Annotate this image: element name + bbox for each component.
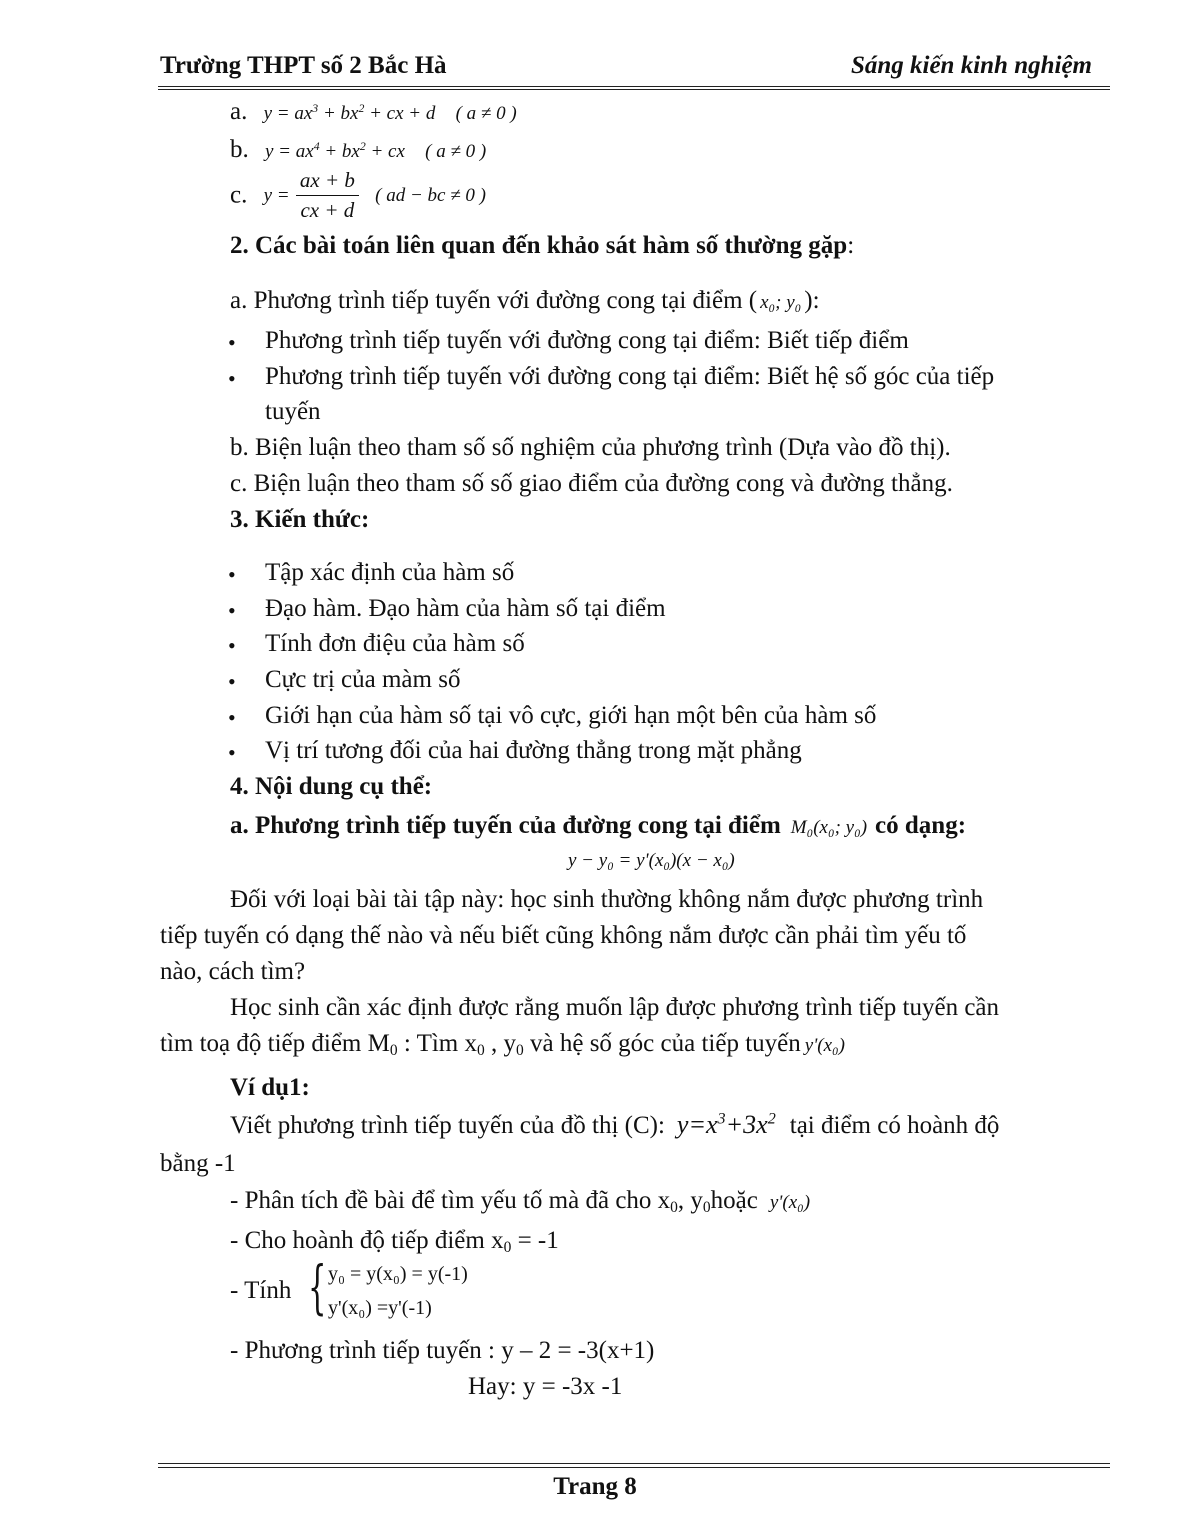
section4-heading: 4. Nội dung cụ thể:: [230, 773, 433, 800]
example-heading: Ví dụ1:: [230, 1074, 310, 1101]
tangent-formula: y − y₀ = y'(x₀)(x − x₀): [568, 850, 735, 871]
header-rule-double: [158, 89, 1110, 90]
bullet-icon: •: [228, 669, 236, 694]
form-a: [230, 98, 517, 126]
system-line-2: y'(x₀) =y'(-1): [328, 1297, 432, 1319]
page-number: Trang 8: [553, 1473, 637, 1500]
section3-bullet-1: Tập xác định của hàm số: [265, 559, 515, 586]
bullet-icon: •: [228, 366, 236, 391]
system-line-1: y₀ = y(x₀) = y(-1): [328, 1263, 468, 1285]
bullet-icon: •: [228, 562, 236, 587]
section3-bullet-5: Giới hạn của hàm số tại vô cực, giới hạn một bên của hàm số: [265, 702, 877, 729]
form-b-label: b.: [230, 136, 249, 163]
section2-bullet-2: Phương trình tiếp tuyến với đường cong tại điểm: Biết hệ số góc của tiếp: [265, 363, 995, 390]
example-task: Viết phương trình tiếp tuyến của đồ thị (C): $y=x^3+3x^2$ tại điểm có hoành độ: [230, 1110, 1000, 1139]
para1-line2: tiếp tuyến có dạng thế nào và nếu biết cũng không nắm được cần phải tìm yếu tố: [160, 922, 967, 949]
form-a-expr: $y = ax^3 + bx^2$ + cx + d: [263, 101, 436, 124]
bullet-icon: •: [228, 598, 236, 623]
section2-item-a: a. Phương trình tiếp tuyến với đường cong tại điểm ( x₀; y₀ ):: [230, 287, 820, 314]
section2-heading: 2. Các bài toán liên quan đến khảo sát hàm số thường gặp:: [230, 232, 855, 259]
example-step1: - Phân tích đề bài để tìm yếu tố mà đã cho $x_0$, $y_0hoặc$ y'(x₀): [230, 1187, 811, 1216]
form-b-expr: $y = ax^4 + bx^2$ + cx: [265, 139, 405, 162]
footer-rule-double: [158, 1467, 1110, 1468]
section3-bullet-3: Tính đơn điệu của hàm số: [265, 630, 525, 657]
section2-bullet-1: Phương trình tiếp tuyến với đường cong tại điểm: Biết tiếp điểm: [265, 327, 909, 354]
section2-item-c: c. Biện luận theo tham số số giao điểm của đường cong và đường thẳng.: [230, 470, 953, 497]
section3-bullet-4: Cực trị của màm số: [265, 666, 461, 693]
form-c-condition: ( ad − bc ≠ 0 ): [375, 184, 486, 206]
para1-line1: Đối với loại bài tài tập này: học sinh thường không nắm được phương trình: [230, 886, 984, 913]
form-b-condition: ( a ≠ 0 ): [425, 141, 487, 162]
form-c-fraction: $\frac{ax + b}{cx + d}$: [296, 168, 359, 223]
form-c: [230, 168, 486, 223]
form-c-label: c.: [230, 181, 248, 209]
header-rule: [158, 86, 1110, 87]
section2-item-b: b. Biện luận theo tham số số nghiệm của phương trình (Dựa vào đồ thị).: [230, 434, 951, 461]
form-a-label: a.: [230, 98, 248, 125]
example-step2: - Cho hoành độ tiếp điểm $x_0 = -1$: [230, 1227, 559, 1256]
example-task-line2: bằng -1: [160, 1150, 236, 1177]
form-c-y: y =: [263, 184, 290, 206]
bullet-icon: •: [228, 633, 236, 658]
para2-line1: Học sinh cần xác định được rằng muốn lập được phương trình tiếp tuyến cần: [230, 994, 1000, 1021]
header-school: Trường THPT số 2 Bắc Hà: [160, 52, 447, 79]
para1-line3: nào, cách tìm?: [160, 958, 306, 985]
section2-bullet-2-cont: tuyến: [265, 398, 321, 425]
example-step5: Hay: y = -3x -1: [468, 1373, 623, 1400]
section3-bullet-2: Đạo hàm. Đạo hàm của hàm số tại điểm: [265, 595, 666, 622]
para2-line2: tìm toạ độ tiếp điểm $M_0$ : Tìm $x_0$ , $y_0$ và hệ số góc của tiếp tuyến y'(x₀): [160, 1030, 845, 1059]
bullet-icon: •: [228, 705, 236, 730]
section3-heading: 3. Kiến thức:: [230, 506, 370, 533]
brace-icon: {: [308, 1253, 327, 1321]
example-step3-label: - Tính: [230, 1277, 292, 1304]
example-step4: - Phương trình tiếp tuyến : y – 2 = -3(x+1): [230, 1337, 655, 1364]
bullet-icon: •: [228, 330, 236, 355]
section3-bullet-6: Vị trí tương đối của hai đường thẳng trong mặt phẳng: [265, 737, 802, 764]
header-title: Sáng kiến kinh nghiệm: [850, 52, 1092, 79]
form-a-condition: ( a ≠ 0 ): [455, 103, 517, 124]
bullet-icon: •: [228, 740, 236, 765]
footer-rule: [158, 1463, 1110, 1464]
form-b: [230, 136, 486, 164]
section4-sub-a: a. Phương trình tiếp tuyến của đường cong tại điểm M₀(x₀; y₀) có dạng:: [230, 812, 967, 839]
